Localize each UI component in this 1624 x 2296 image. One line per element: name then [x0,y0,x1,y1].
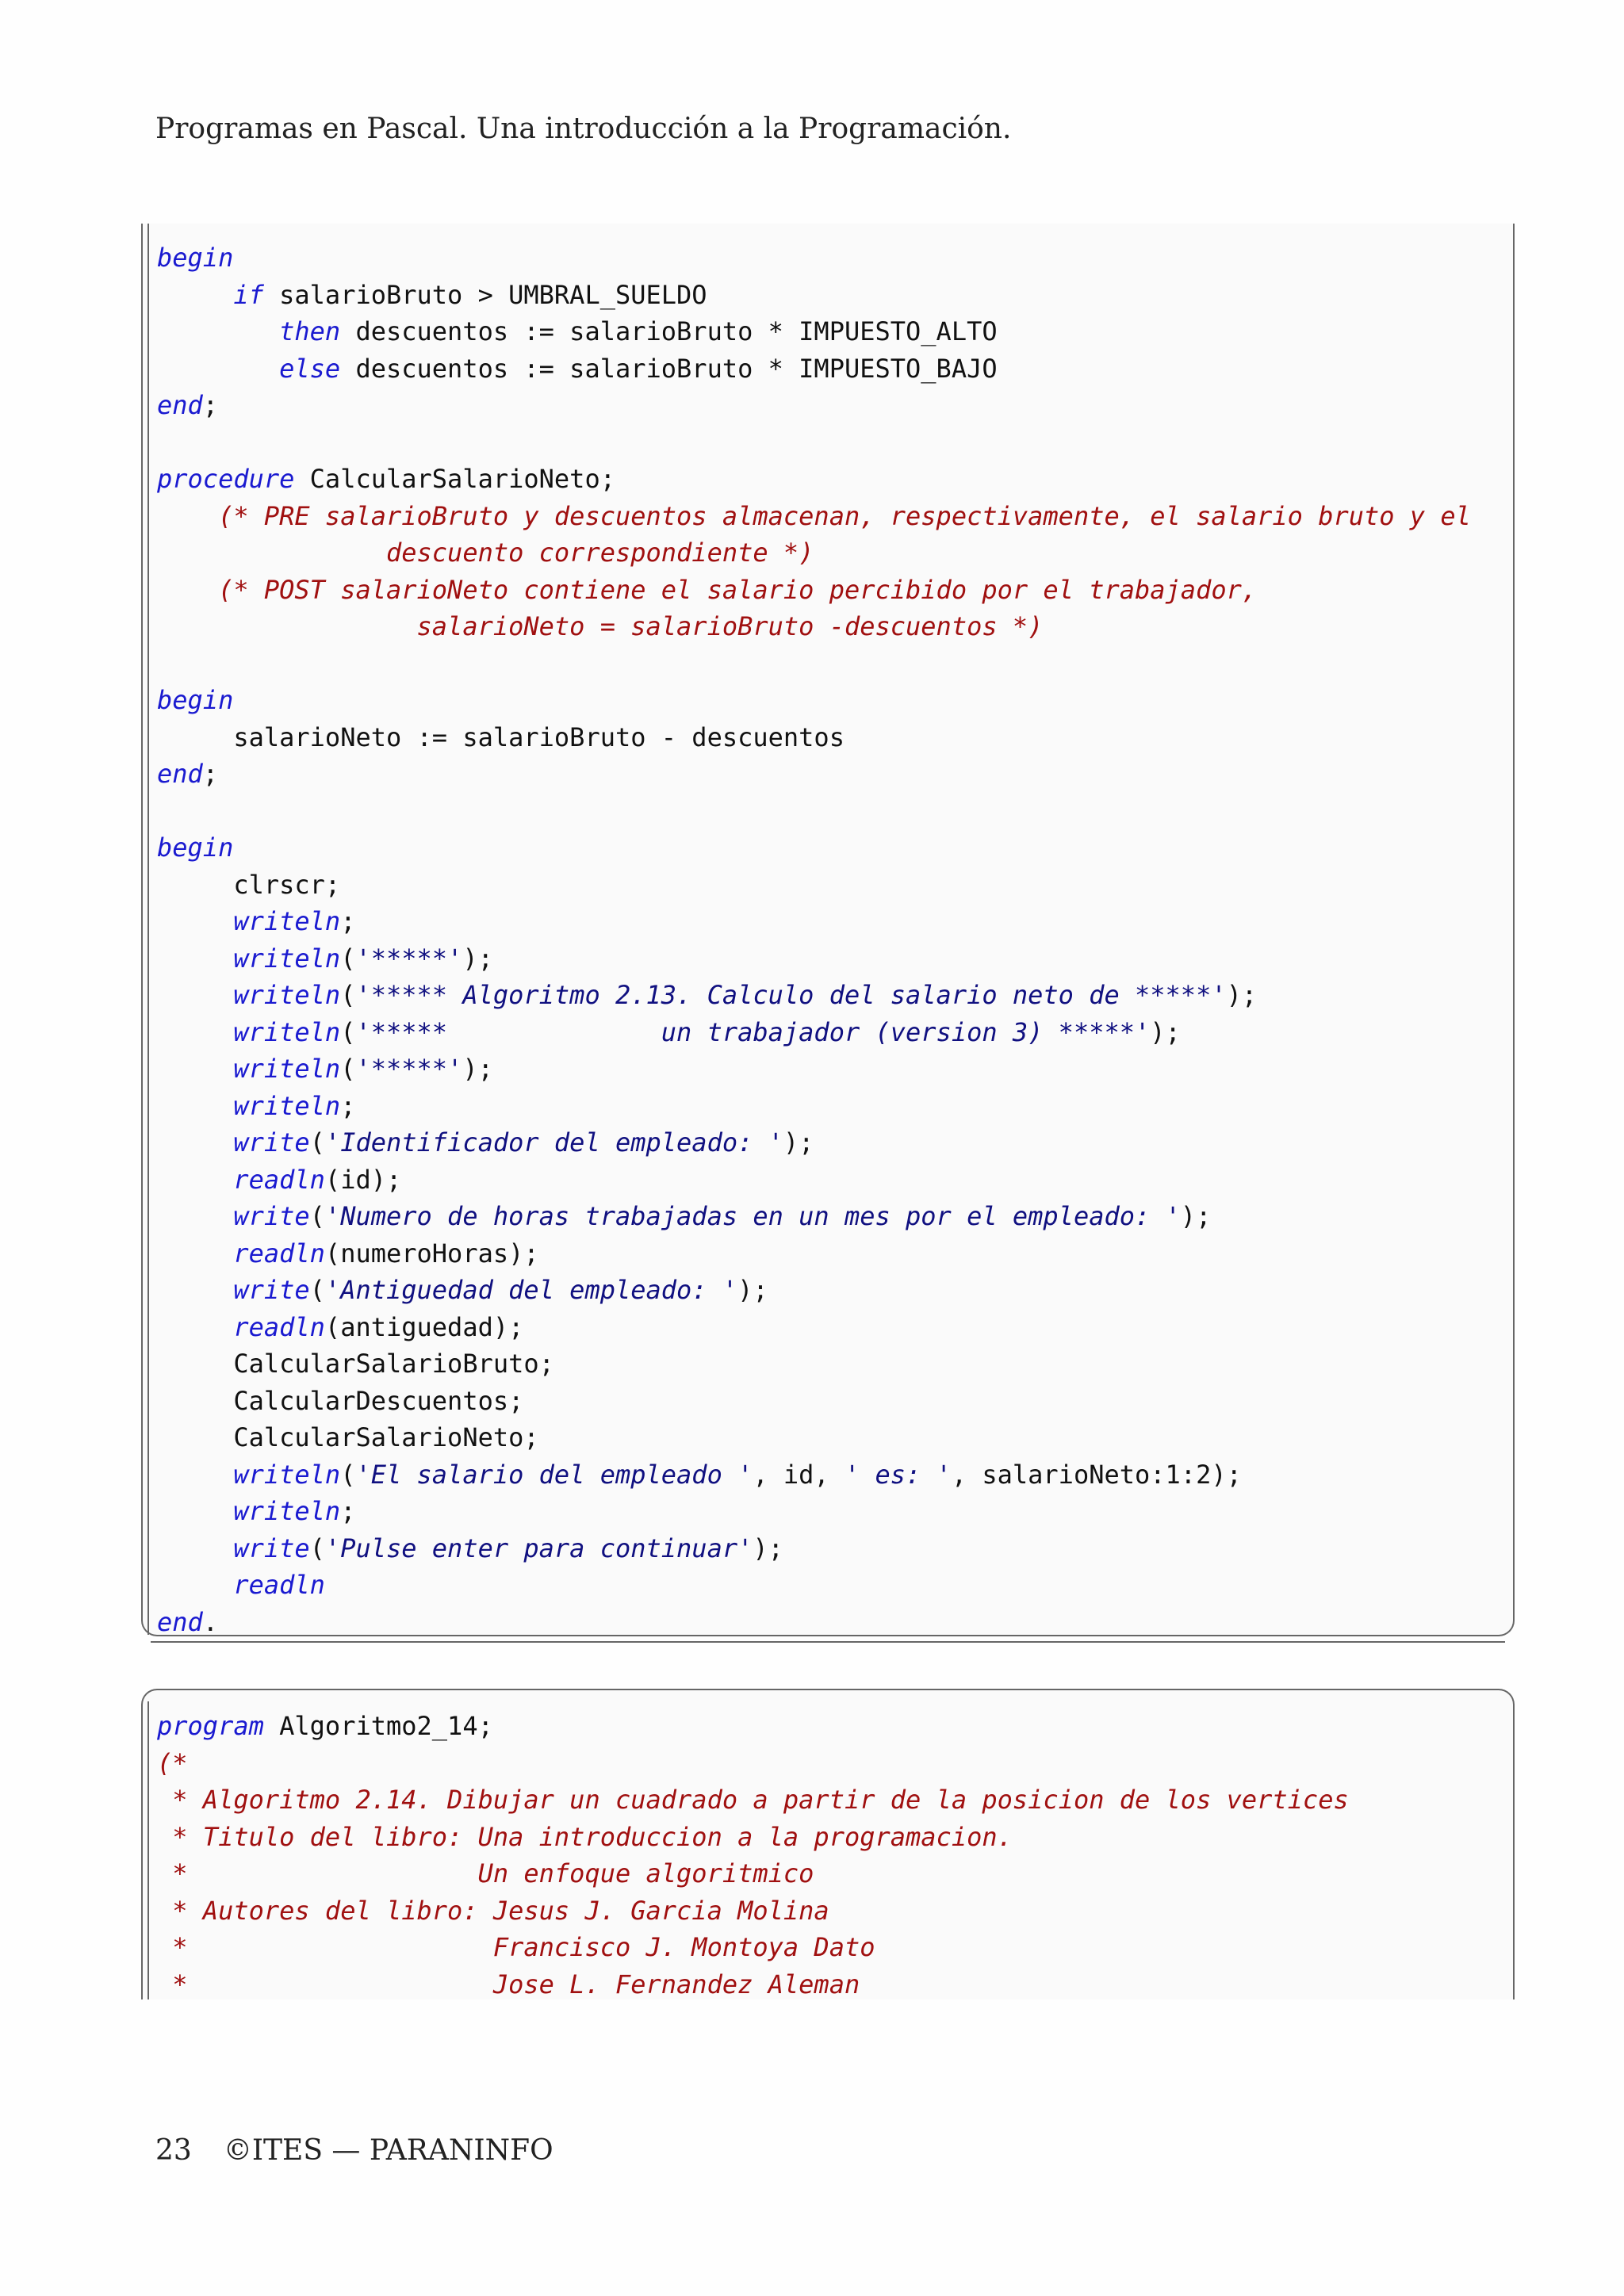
code-token: readln [233,1570,325,1600]
code-line [157,793,1471,830]
code-line [157,1819,1349,1856]
code-token [157,1533,233,1563]
code-token: (* POST salarioNeto contiene el salario percibido por el trabajador, [157,574,1258,605]
code-token: procedure [157,464,295,494]
code-token: if [233,279,264,310]
code-token: write [233,1127,310,1158]
code-token: ; [340,906,356,936]
code-token: salarioBruto > UMBRAL_SUELDO [263,279,707,310]
code-token: 'El salario del empleado ' [355,1459,753,1490]
code-line [157,719,1471,756]
code-line [157,829,1471,867]
code-token [157,354,279,384]
code-token: '***** Algoritmo 2.13. Calculo del salario neto de *****' [355,980,1227,1010]
code-token: writeln [233,1496,341,1526]
code-token: (id); [324,1164,402,1195]
code-token [157,1460,233,1490]
code-token: descuento correspondiente *) [157,538,814,568]
code-token: (antiguedad); [324,1311,524,1342]
code-line [157,498,1471,535]
code-token: begin [157,243,234,273]
code-line [157,1708,1349,1745]
code-token [157,1091,233,1121]
page-footer [155,2134,553,2167]
code-token: * Francisco J. Montoya Dato [157,1932,875,1962]
code-token [157,1570,233,1600]
code-token: ( [340,1459,356,1490]
code-line [157,1124,1471,1161]
code-token: '*****' [355,1054,463,1084]
code-token: ); [462,1054,493,1084]
code-token: * Autores del libro: Jesus J. Garcia Molina [157,1895,829,1926]
code-token: ( [309,1201,325,1231]
code-token: ); [1180,1201,1212,1231]
code-line [157,424,1471,461]
code-token: salarioNeto = salarioBruto -descuentos *) [157,611,1044,641]
code-line [157,1966,1349,2003]
code-line [157,1161,1471,1199]
code-token: program [157,1711,264,1741]
code-token: ); [462,943,493,974]
code-token: CalcularSalarioNeto; [157,1422,539,1452]
code-token: readln [233,1311,325,1342]
code-token: '***** un trabajador (version 3) *****' [355,1016,1151,1047]
code-token: ( [340,980,356,1010]
code-token: CalcularSalarioBruto; [157,1349,554,1379]
code-line [157,756,1471,793]
code-token [157,1275,233,1305]
page-number: 23 [155,2134,192,2167]
code-token: ); [1150,1016,1181,1047]
code-token: ( [340,943,356,974]
code-token: writeln [233,1459,341,1490]
code-line [157,461,1471,498]
code-token: 'Antiguedad del empleado: ' [324,1275,738,1305]
code-token: writeln [233,980,341,1010]
code-line [157,277,1471,314]
code-token: begin [157,685,234,715]
code-token: writeln [233,1016,341,1047]
code-token: descuentos := salarioBruto * IMPUESTO_BAJO [340,353,998,384]
code-token: ( [340,1016,356,1047]
code-token: descuentos := salarioBruto * IMPUESTO_ALTO [340,316,998,346]
code-token: * Titulo del libro: Una introduccion a la programacion. [157,1821,1013,1852]
code-token [157,280,233,310]
code-token: readln [233,1238,325,1269]
code-token: * Jose L. Fernandez Aleman [157,1969,860,1999]
code-line [157,239,1471,277]
code-token: (* [157,1747,188,1778]
code-line [157,645,1471,683]
code-token: end [157,759,203,789]
code-token: ( [309,1127,325,1158]
code-line [157,1855,1349,1892]
code-token [157,1165,233,1195]
code-token: else [279,353,341,384]
code-token [157,980,233,1010]
code-token [157,906,233,936]
code-line [157,1014,1471,1051]
code-line [157,1345,1471,1383]
code-line [157,1419,1471,1456]
code-line [157,977,1471,1014]
code-token [157,1054,233,1084]
code-token [157,316,279,346]
code-token: writeln [233,1054,341,1084]
code-line [157,1567,1471,1604]
code-token: ( [309,1533,325,1563]
code-token: ); [737,1275,768,1305]
code-token: CalcularSalarioNeto; [294,464,615,494]
code-token: writeln [233,943,341,974]
code-line [157,1604,1471,1641]
code-token: ; [340,1090,356,1121]
code-line [157,1892,1349,1930]
code-token: clrscr; [157,869,341,900]
code-token [157,1017,233,1047]
code-line [157,1235,1471,1272]
copyright-notice: ©ITES — PARANINFO [223,2134,553,2167]
code-token: 'Numero de horas trabajadas en un mes por el empleado: ' [324,1201,1181,1231]
code-token [157,943,233,974]
code-token: 'Identificador del empleado: ' [324,1127,783,1158]
code-block [157,1708,1349,2003]
code-line [157,903,1471,940]
code-token: CalcularDescuentos; [157,1385,524,1416]
code-line [157,1050,1471,1088]
code-line [157,1530,1471,1567]
code-line [157,1493,1471,1530]
code-token: * Algoritmo 2.14. Dibujar un cuadrado a partir de la posicion de los vertices [157,1785,1349,1815]
code-token: , salarioNeto:1:2); [951,1459,1242,1490]
running-header: Programas en Pascal. Una introducción a la Programación. [155,113,1012,145]
code-token: 'Pulse enter para continuar' [324,1533,753,1563]
code-token: ( [309,1275,325,1305]
code-token: write [233,1533,310,1563]
code-token: (* PRE salarioBruto y descuentos almacenan, respectivamente, el salario bruto y el [157,500,1471,531]
code-line [157,350,1471,388]
code-token: ( [340,1054,356,1084]
code-token [157,1496,233,1526]
code-line [157,608,1471,645]
code-token: ); [783,1127,814,1158]
code-token: then [279,316,341,346]
code-token: write [233,1275,310,1305]
code-line [157,1929,1349,1966]
code-token: ); [753,1533,783,1563]
code-token: * Un enfoque algoritmico [157,1858,814,1888]
code-token: , id, [753,1459,845,1490]
code-token: Algoritmo2_14; [263,1711,493,1741]
code-token [157,1201,233,1231]
code-line [157,534,1471,572]
code-token: ; [202,759,219,789]
code-token: readln [233,1164,325,1195]
code-line [157,1309,1471,1346]
code-token [157,1312,233,1342]
code-line [157,1198,1471,1235]
code-token: end [157,390,203,420]
code-line [157,1383,1471,1420]
code-line [157,1745,1349,1782]
code-listing-algoritmo-2-14 [141,1689,1515,1999]
code-token: ; [340,1496,356,1526]
code-line [157,682,1471,719]
code-line [157,387,1471,424]
code-line [157,1088,1471,1125]
code-token: end [157,1606,203,1637]
code-line [157,940,1471,978]
code-listing-algoritmo-2-13 [141,224,1515,1636]
code-token: begin [157,832,234,863]
code-token: ; [202,390,219,420]
code-token: salarioNeto := salarioBruto - descuentos [157,721,845,752]
code-line [157,867,1471,904]
code-token: write [233,1201,310,1231]
code-token: (numeroHoras); [324,1238,539,1269]
code-token: writeln [233,906,341,936]
code-token: writeln [233,1090,341,1121]
code-token [157,1238,233,1269]
code-token: . [202,1606,219,1637]
code-token [157,1127,233,1158]
code-token: ); [1226,980,1258,1010]
code-line [157,313,1471,350]
code-line [157,1456,1471,1494]
code-line [157,1272,1471,1309]
code-line [157,572,1471,609]
code-token: '*****' [355,943,463,974]
code-token: ' es: ' [844,1459,952,1490]
code-block [157,239,1471,1640]
code-line [157,1781,1349,1819]
